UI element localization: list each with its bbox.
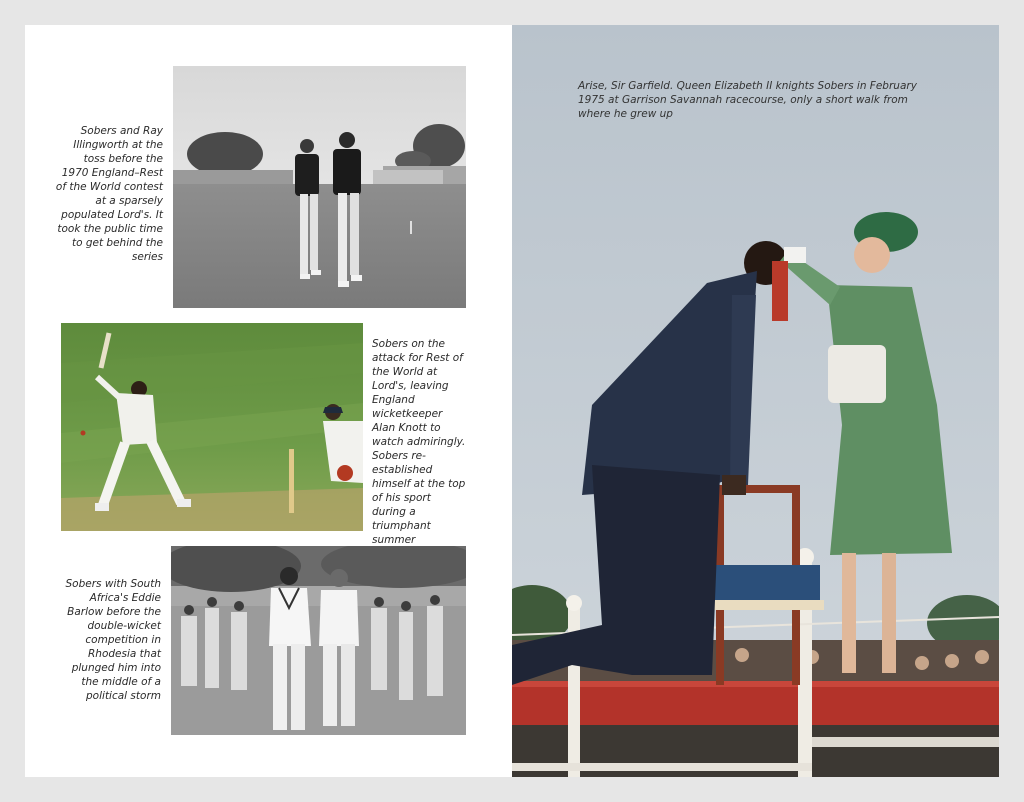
knighting-photo-art bbox=[512, 25, 999, 777]
crowd-caption: Sobers with South Africa's Eddie Barlow before the double-wicket competition in Rhodesia that plunged him into the middle of a political storm bbox=[65, 578, 161, 702]
batting-photo-art bbox=[61, 323, 363, 531]
knighting-caption: Arise, Sir Garfield. Queen Elizabeth II knights Sobers in February 1975 at Garrison Savannah racecourse, only a short walk from where he grew up bbox=[578, 80, 917, 120]
left-page bbox=[25, 25, 512, 777]
toss-photo-art bbox=[173, 66, 466, 308]
knighting-photo bbox=[512, 25, 999, 777]
batting-photo bbox=[61, 323, 363, 531]
crowd-photo bbox=[171, 546, 466, 735]
batting-caption: Sobers on the attack for Rest of the World at Lord's, leaving England wicketkeeper Alan Knott to watch admiringly. Sobers re-established himself at the top of his sport during a triumphant summer bbox=[372, 338, 466, 546]
crowd-photo-art bbox=[171, 546, 466, 735]
toss-photo bbox=[173, 66, 466, 308]
toss-caption: Sobers and Ray Illingworth at the toss before the 1970 England–Rest of the World contest at a sparsely populated Lord's. It took the public time to get behind the series bbox=[55, 125, 163, 263]
